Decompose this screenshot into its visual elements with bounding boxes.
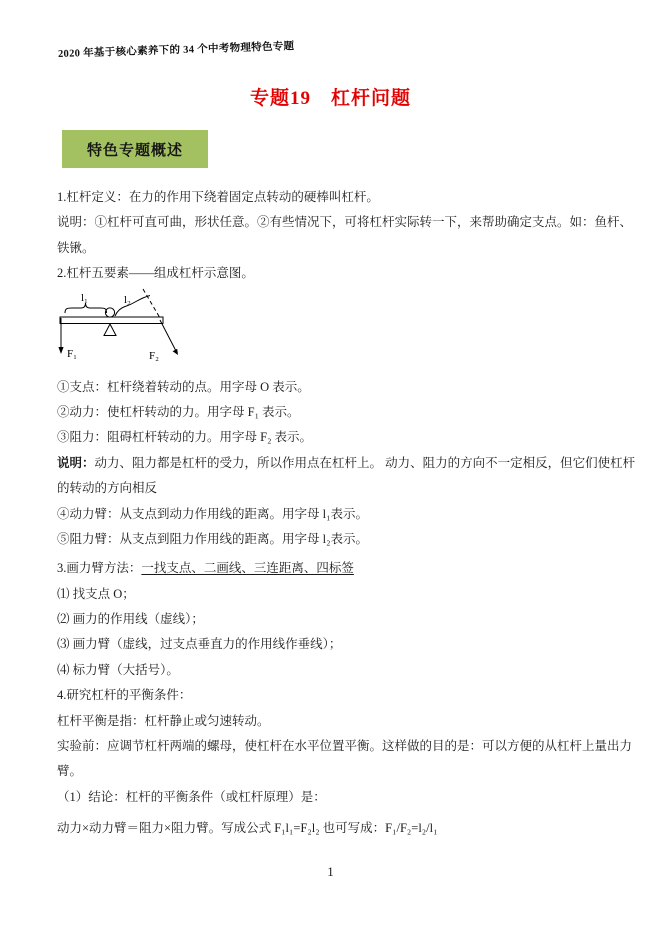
note2-bold-label: 说明：	[57, 455, 95, 470]
paragraph-lever-definition: 1.杠杆定义：在力的作用下绕着固定点转动的硬棒叫杠杆。	[57, 190, 379, 204]
f1-arrowhead	[58, 347, 63, 354]
paragraph-resistance: ③阻力：阻碍杠杆转动的力。用字母 F₂ 表示。	[57, 430, 313, 445]
paragraph-note1-line2: 铁锹。	[57, 240, 95, 255]
fulcrum-triangle	[104, 324, 116, 336]
paragraph-formula: 动力×动力臂＝阻力×阻力臂。写成公式 F₁l₁=F₂l₂ 也可写成：F₁/F₂=l₂/l₁	[57, 821, 438, 836]
paragraph-power-arm: ④动力臂：从支点到动力作用线的距离。用字母 l₁表示。	[57, 506, 368, 521]
note2-text: 动力、阻力都是杠杆的受力，所以作用点在杠杆上。 动力、阻力的方向不一定相反，但它们使杠杆	[94, 455, 636, 470]
paragraph-note2-line1	[57, 451, 636, 476]
method-prefix: 3.画力臂方法：	[57, 561, 142, 576]
l1-brace	[65, 303, 107, 313]
paragraph-experiment-line1: 实验前：应调节杠杆两端的螺母，使杠杆在水平位置平衡。这样做的目的是：可以方便的从杠杆上量出力	[57, 739, 633, 754]
paragraph-step1: ⑴ 找支点 O；	[57, 586, 135, 601]
section-badge-label: 特色专题概述	[86, 142, 183, 159]
l1-label: l₁	[81, 291, 88, 304]
page-number: 1	[327, 864, 334, 879]
method-underlined-text: 一找支点、二画线、三连距离、四标签	[141, 561, 354, 576]
header-watermark: 2020 年基于核心素养下的 34 个中考物理特色专题	[57, 41, 295, 60]
paragraph-step4: ⑷ 标力臂（大括号）。	[57, 662, 179, 677]
paragraph-step3: ⑶ 画力臂（虚线，过支点垂直力的作用线作垂线）；	[57, 637, 342, 652]
paragraph-step2: ⑵ 画力的作用线（虚线）；	[57, 612, 204, 627]
f2-action-dashed-line	[143, 289, 160, 318]
l2-label: l₂	[124, 293, 131, 306]
paragraph-balance-def: 杠杆平衡是指：杠杆静止或匀速转动。	[57, 713, 270, 728]
f2-arrow-line	[160, 320, 176, 351]
f1-label: F₁	[67, 347, 77, 360]
f2-label: F₂	[149, 349, 159, 362]
paragraph-note1-line1: 说明：①杠杆可直可曲，形状任意。②有些情况下，可将杠杆实际转一下，来帮助确定支点。如：鱼杆、	[57, 215, 633, 230]
paragraph-experiment-line2: 臂。	[57, 764, 83, 779]
paragraph-power: ②动力：使杠杆转动的力。用字母 F₁ 表示。	[57, 404, 300, 419]
lever-diagram-svg	[45, 287, 225, 375]
page-title: 专题19 杠杆问题	[249, 88, 411, 109]
l2-brace	[115, 295, 150, 316]
paragraph-conclusion: （1）结论：杠杆的平衡条件（或杠杆原理）是：	[57, 789, 326, 804]
lever-diagram	[57, 287, 632, 375]
paragraph-five-elements: 2.杠杆五要素——组成杠杆示意图。	[57, 266, 254, 281]
content-area	[57, 185, 636, 842]
paragraph-balance-title: 4.研究杠杆的平衡条件：	[57, 688, 192, 703]
paragraph-fulcrum: ①支点：杠杆绕着转动的点。用字母 O 表示。	[57, 379, 310, 394]
paragraph-resist-arm: ⑤阻力臂：从支点到阻力作用线的距离。用字母 l₂表示。	[57, 531, 368, 546]
paragraph-note2-line2: 的转动的方向相反	[57, 481, 158, 496]
lever-bar	[60, 317, 163, 324]
section-badge	[62, 130, 208, 168]
paragraph-method	[57, 556, 632, 581]
